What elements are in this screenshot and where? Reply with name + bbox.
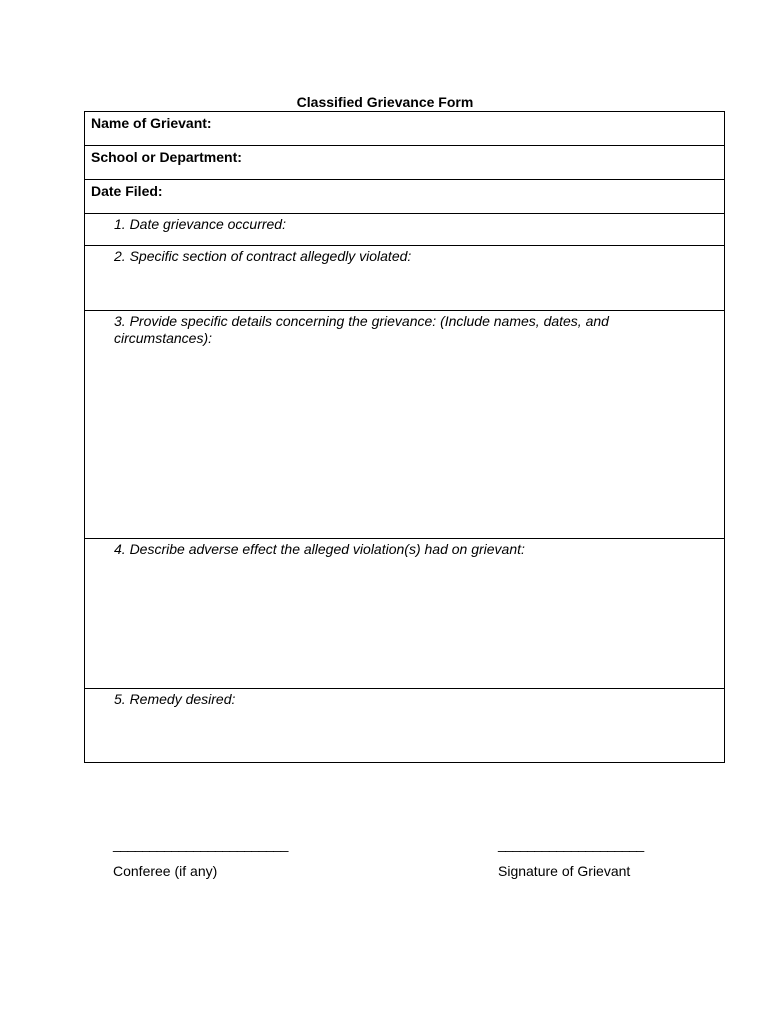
date-grievance-occurred-row[interactable] bbox=[85, 214, 724, 246]
school-or-department-row[interactable] bbox=[85, 146, 724, 180]
remedy-desired-row[interactable] bbox=[85, 689, 724, 762]
date-filed-row[interactable] bbox=[85, 180, 724, 214]
grievant-signature-line[interactable]: ____________________ bbox=[498, 836, 644, 852]
grievance-form-table bbox=[84, 111, 725, 763]
conferee-signature-line[interactable]: ________________________ bbox=[113, 836, 288, 852]
name-of-grievant-row[interactable] bbox=[85, 112, 724, 146]
conferee-label: Conferee (if any) bbox=[113, 863, 218, 879]
grievance-details-row[interactable] bbox=[85, 311, 724, 539]
page-title: Classified Grievance Form bbox=[296, 94, 474, 110]
adverse-effect-row[interactable] bbox=[85, 539, 724, 689]
name-of-grievant-label: Name of Grievant: bbox=[91, 115, 212, 131]
grievant-signature-label: Signature of Grievant bbox=[498, 863, 631, 879]
date-filed-label: Date Filed: bbox=[91, 183, 163, 199]
remedy-desired-label: 5. Remedy desired: bbox=[114, 691, 236, 707]
adverse-effect-label: 4. Describe adverse effect the alleged violation(s) had on grievant: bbox=[114, 541, 525, 557]
school-or-department-label: School or Department: bbox=[91, 149, 242, 165]
date-grievance-occurred-label: 1. Date grievance occurred: bbox=[114, 216, 286, 232]
contract-section-label: 2. Specific section of contract allegedly violated: bbox=[114, 248, 412, 264]
contract-section-row[interactable] bbox=[85, 246, 724, 311]
grievance-details-label: 3. Provide specific details concerning the grievance: (Include names, dates, and circumstances): bbox=[114, 313, 609, 346]
